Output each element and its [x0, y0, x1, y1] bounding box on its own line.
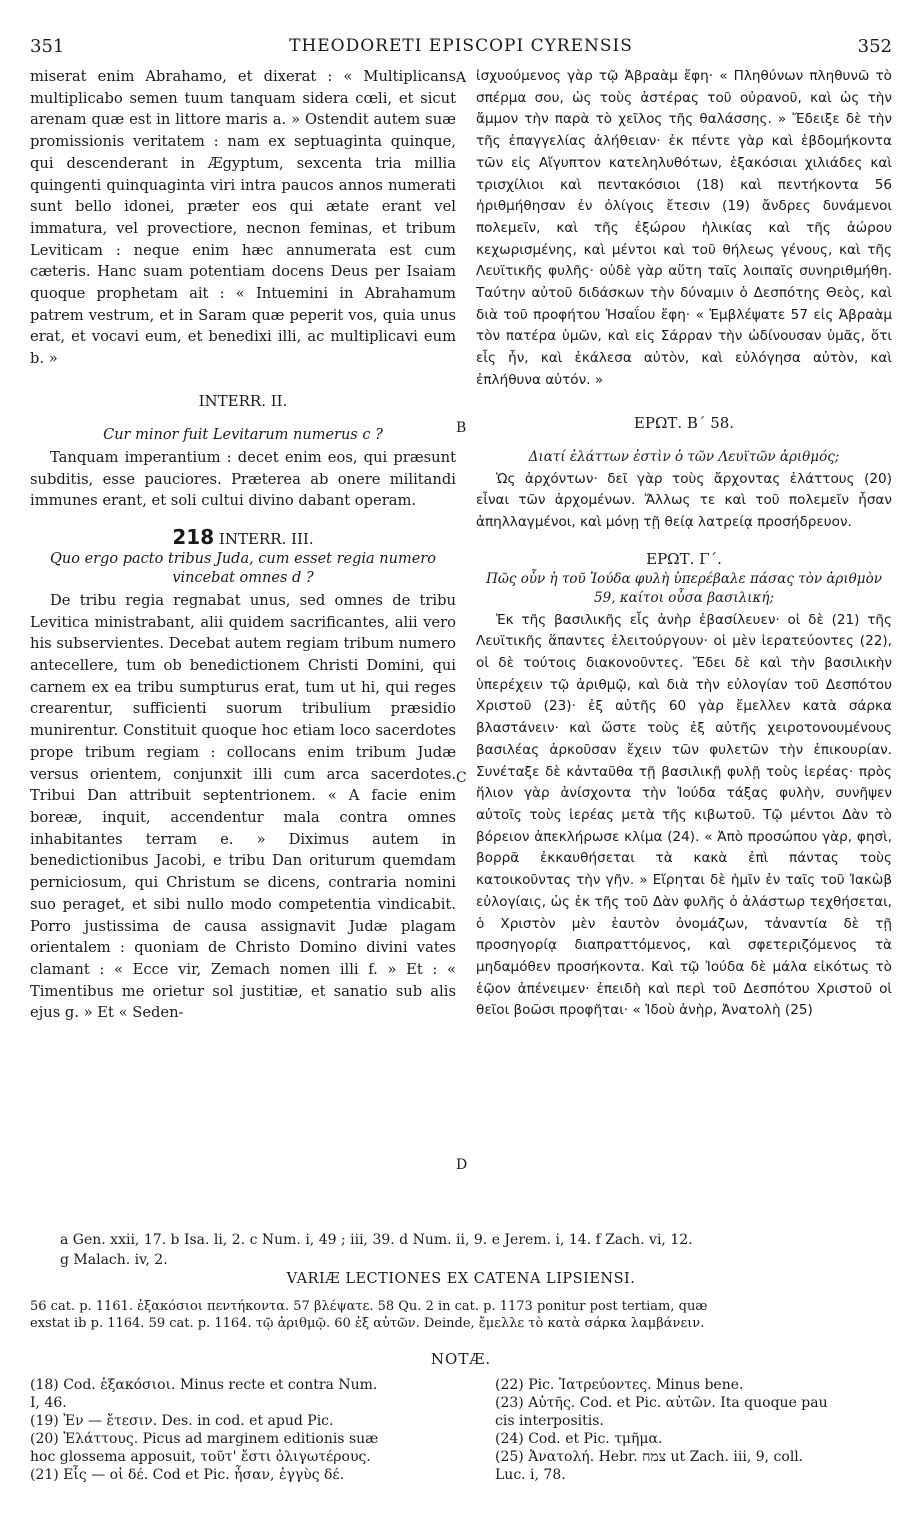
note-line: I, 46.: [30, 1395, 67, 1411]
column-number: 218: [172, 524, 215, 549]
note-line: hoc glossema apposuit, τοῦτ' ἔστι ὀλιγωτέρους.: [30, 1449, 371, 1465]
erot-3-heading: ΕΡΩΤ. Γ΄.: [646, 549, 722, 568]
reference-line: g Malach. iv, 2.: [60, 1252, 168, 1268]
interr-3-heading-line: [30, 526, 456, 550]
variant-line: 56 cat. p. 1161. ἑξακόσιοι πεντήκοντα. 57 βλέψατε. 58 Qu. 2 in cat. p. 1173 ponitur post tertiam, quæ: [30, 1299, 708, 1314]
note-line: (20) Ἐλάττους. Picus ad marginem editionis suæ: [30, 1431, 379, 1447]
greek-paragraph-1: ἰσχυούμενος γὰρ τῷ Ἀβραὰμ ἔφη· « Πληθύνων πληθυνῶ τὸ σπέρμα σου, ὡς τοὺς ἀστέρας τοῦ οὐρανοῦ, καὶ ὡς τὴν ἄμμον τὴν παρὰ τὸ χεῖλος τῆς θαλάσσης. » Ἔδειξε δὲ τὴν τῆς ἐπαγγελίας ἀλήθειαν· ἐκ πέντε γὰρ καὶ ἑβδομήκοντα τῶν εἰς Αἴγυπτον κατεληλυθότων, ἑξακόσιαι χιλιάδες καὶ τρισχίλιοι καὶ πεντακόσιοι (18) καὶ πεντήκοντα 56 ἠριθμήθησαν ἐν ὀλίγοις ἔτεσιν (19) ἄνδρες δυνάμενοι πολεμεῖν, καὶ τῆς ἐξώρου ἡλικίας καὶ τῆς ἀώρου κεχωρισμένης, καὶ μέντοι καὶ τοῦ θήλεως γένους, καὶ τῆς Λευϊτικῆς φυλῆς· οὐδὲ γὰρ αὕτη ταῖς λοιπαῖς συνηριθμήθη. Ταύτην αὐτοῦ διδάσκων τὴν δύναμιν ὁ Δεσπότης Θεὸς, καὶ διὰ τοῦ προφήτου Ἡσαΐου ἔφη· « Ἐμβλέψατε 57 εἰς Ἀβραὰμ τὸν πατέρα ὑμῶν, καὶ εἰς Σάρραν τὴν ὠδίνουσαν ὑμᾶς, ὅτι εἷς ἦν, καὶ ἐκάλεσα αὐτὸν, καὶ εὐλόγησα αὐτὸν, καὶ ἐπλήθυνα αὐτόν. »: [476, 68, 892, 388]
page-header: [30, 36, 892, 60]
notae-right-column: [495, 1376, 891, 1484]
interr-3-question: Quo ergo pacto tribus Juda, cum esset regia numero vincebat omnes d ?: [50, 550, 436, 586]
notae-heading: NOTÆ.: [430, 1350, 492, 1368]
greek-paragraph-2: Ὡς ἀρχόντων· δεῖ γὰρ τοὺς ἄρχοντας ἐλάττους (20) εἶναι τῶν ἀρχομένων. Ἄλλως τε καὶ τοῦ πολεμεῖν ἦσαν ἀπηλλαγμένοι, καὶ μόνῃ τῇ θείᾳ λατρείᾳ προσήδρευον.: [476, 470, 892, 530]
reference-line: a Gen. xxii, 17. b Isa. li, 2. c Num. i, 49 ; iii, 39. d Num. ii, 9. e Jerem. i, 14. f Zach. vi, 12.: [60, 1232, 693, 1248]
page-number-left: 351: [30, 36, 65, 57]
page-number-right: 352: [857, 36, 892, 57]
interr-2-question: Cur minor fuit Levitarum numerus c ?: [103, 426, 383, 443]
interr-2-heading: INTERR. II.: [198, 391, 288, 410]
margin-letter-d: D: [456, 1157, 468, 1173]
note-line: (25) Ἀνατολή. Hebr. צמח ut Zach. iii, 9, coll.: [495, 1449, 804, 1465]
latin-paragraph-1: miserat enim Abrahamo, et dixerat : « Multiplicans multiplicabo semen tuum tanquam sidera cœli, et sicut arenam quæ est in littore maris a. » Ostendit autem suæ promissionis veritatem : nam ex septuaginta quinque, qui descenderant in Ægyptum, sexcenta tria millia quingenti quinquaginta viri intra paucos annos numerati sunt bello idonei, præter eos qui ætate erant vel immatura, vel provectiore, necnon feminas, et tribum Leviticam : neque enim hæc annumerata est cum cæteris. Hanc suam potentiam docens Deus per Isaiam quoque prophetam ait : « Intuemini in Abrahamum patrem vestrum, et in Saram quæ peperit vos, quia unus erat, et vocavi eum, et benedixi illi, ac multiplicavi eum b. »: [30, 68, 456, 368]
margin-letter-a: A: [456, 70, 467, 86]
running-title: THEODORETI EPISCOPI CYRENSIS: [289, 36, 633, 56]
variant-line: exstat ib p. 1164. 59 cat. p. 1164. τῷ ἀριθμῷ. 60 ἐξ αὐτῶν. Deinde, ἔμελλε τὸ κατὰ σάρκα λαμβάνειν.: [30, 1316, 705, 1331]
scripture-references: [60, 1230, 890, 1270]
note-line: (18) Cod. ἑξακόσιοι. Minus recte et contra Num.: [30, 1377, 378, 1393]
variae-lines: [30, 1298, 892, 1332]
note-line: (21) Εἷς — οἱ δέ. Cod et Pic. ἦσαν, ἐγγὺς δέ.: [30, 1467, 345, 1483]
erot-2-question: Διατί ἐλάττων ἐστὶν ὁ τῶν Λευϊτῶν ἀριθμός;: [528, 448, 840, 465]
greek-column: [476, 66, 892, 1216]
latin-column: [30, 66, 456, 1216]
latin-paragraph-3: De tribu regia regnabat unus, sed omnes de tribu Levitica ministrabant, alii quidem sacrificantes, alii vero his subservientes. Decebat autem regiam tribum numero antecellere, tum ob benedictionem Christi Domini, qui carnem ex ea tribu sumpturus erat, tum ut hi, qui reges crearentur, sufficienti suorum tribulium præsidio munirentur. Constituit quoque hoc etiam loco sacerdotes prope tribum regiam : collocans enim tribum Judæ versus orientem, conjunxit illi cum arca sacerdotes. Tribui Dan attribuit septentrionem. « A facie enim boreæ, inquit, accendentur mala contra omnes inhabitantes terram e. » Diximus autem in benedictionibus Jacobi, e tribu Dan oriturum quemdam perniciosum, qui Christum se dicens, contraria nomini suo peraget, et sibi nullo modo competentia vindicabit. Porro justissima de causa assignavit Judæ plagam orientalem : quoniam de Christo Domino divini vates clamant : « Ecce vir, Zemach nomen illi f. » Et : « Timentibus me orietur sol justitiæ, et sanatio sub alis ejus g. » Et « Seden-: [30, 591, 456, 1022]
note-line: Luc. i, 78.: [495, 1467, 566, 1483]
latin-paragraph-2: Tanquam imperantium : decet enim eos, qui præsunt subditis, esse pauciores. Præterea ab onere militandi immunes erant, et soli cultui divino dabant operam.: [30, 448, 456, 510]
margin-letter-b: B: [456, 420, 467, 436]
erot-3-question: Πῶς οὖν ἡ τοῦ Ἰούδα φυλὴ ὑπερέβαλε πάσας τὸν ἀριθμὸν 59, καίτοι οὖσα βασιλική;: [486, 570, 882, 606]
note-line: (24) Cod. et Pic. τμῆμα.: [495, 1431, 663, 1447]
erot-2-heading: ΕΡΩΤ. Β΄ 58.: [633, 413, 735, 432]
note-line: cis interpositis.: [495, 1413, 604, 1429]
note-line: (19) Ἐν — ἔτεσιν. Des. in cod. et apud Pic.: [30, 1413, 334, 1429]
note-line: (23) Αὐτῆς. Cod. et Pic. αὐτῶν. Ita quoque pau: [495, 1395, 828, 1411]
variae-heading: VARIÆ LECTIONES EX CATENA LIPSIENSI.: [286, 1271, 636, 1287]
notae-left-column: [30, 1376, 460, 1484]
margin-letter-c: C: [456, 770, 467, 786]
note-line: (22) Pic. Ἰατρεύοντες. Minus bene.: [495, 1377, 744, 1393]
greek-paragraph-3: Ἐκ τῆς βασιλικῆς εἷς ἀνὴρ ἐβασίλευεν· οἱ δὲ (21) τῆς Λευϊτικῆς ἅπαντες ἐλειτούργουν· οἱ μὲν ἱερατεύοντες (22), οἱ δὲ τούτοις διακονοῦντες. Ἔδει δὲ καὶ τὴν βασιλικὴν ὑπερέχειν τῷ ἀριθμῷ, καὶ διὰ τὴν εὐλογίαν τοῦ Δεσπότου Χριστοῦ (23)· ἐξ αὐτῆς 60 γὰρ ἔμελλεν κατὰ σάρκα βλαστάνειν· καὶ ὥστε τοὺς ἐξ αὐτῆς χειροτονουμένους βασιλέας ἀρκοῦσαν ἔχειν τῶν φυλετῶν τὴν ἐπικουρίαν. Συνέταξε δὲ κἀνταῦθα τῇ βασιλικῇ φυλῇ τοὺς ἱερέας· πρὸς ἥλιον γὰρ ἀνίσχοντα τὴν Ἰούδα τάξας φυλὴν, συνῆψεν αὐτοῖς τοὺς ἱερέας μετὰ τῆς κιβωτοῦ. Τῷ μέντοι Δὰν τὸ βόρειον ἀπεκλήρωσε κλίμα (24). « Ἀπὸ προσώπου γὰρ, φησὶ, βορρᾶ ἐκκαυθήσεται τὰ κακὰ ἐπὶ πάντας τοὺς κατοικοῦντας τὴν γῆν. » Εἴρηται δὲ ἡμῖν ἐν ταῖς τοῦ Ἰακὼβ εὐλογίαις, ὡς ἐκ τῆς τοῦ Δὰν φυλῆς ὁ ἀλάστωρ τεχθήσεται, ὁ Χριστὸν μὲν ἑαυτὸν ὀνομάζων, τἀναντία δὲ τῇ προσηγορίᾳ διαπραττόμενος, καὶ σφετεριζόμενος τὰ μηδαμόθεν προσήκοντα. Καὶ τῷ Ἰούδα δὲ μάλα εἰκότως τὸ ἑῷον ἀπένειμεν· ἐπειδὴ καὶ περὶ τοῦ Δεσπότου Χριστοῦ οἱ θεῖοι βοῶσι προφῆται· « Ἰδοὺ ἀνὴρ, Ἀνατολὴ (25): [476, 611, 892, 1019]
interr-3-heading: INTERR. III.: [218, 529, 314, 548]
